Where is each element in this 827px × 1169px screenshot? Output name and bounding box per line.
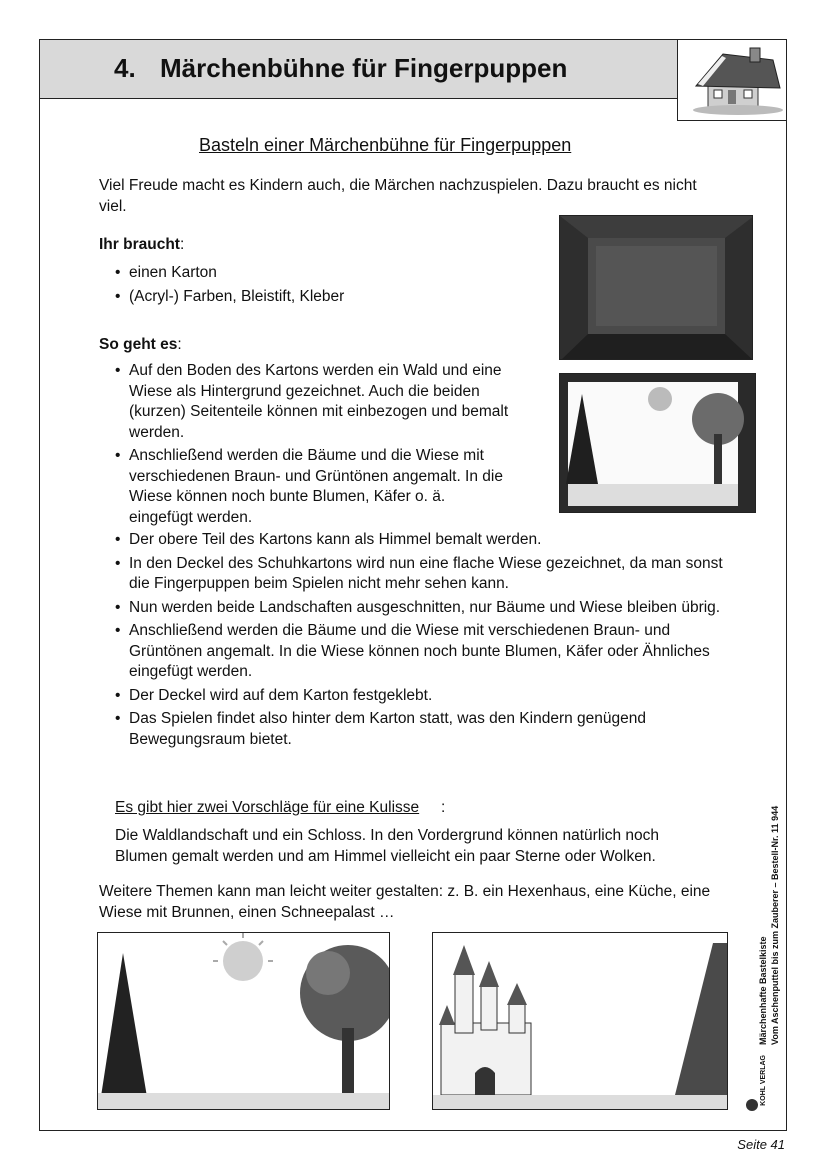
gingerbread-house-image — [677, 39, 787, 121]
steps-list-bottom — [115, 530, 735, 753]
proposals-heading: Es gibt hier zwei Vorschläge für eine Kulisse — [115, 799, 420, 816]
list-item: • Auf den Boden des Kartons werden ein Wald und eine Wiese als Hintergrund gezeichnet. Auch die beiden (kurzen) Seitenteile können mit einbezogen und bemalt werden. — [115, 361, 510, 443]
list-item: • Das Spielen findet also hinter dem Karton statt, was den Kindern genügend Bewegungsraum bietet. — [115, 709, 735, 750]
materials-list — [115, 263, 535, 310]
empty-box-image — [559, 215, 753, 360]
publisher-logo — [744, 1055, 780, 1115]
list-item: • Nun werden beide Landschaften ausgeschnitten, nur Bäume und Wiese bleiben übrig. — [115, 598, 735, 619]
castle-backdrop-image — [432, 932, 728, 1110]
chapter-title: 4. Märchenbühne für Fingerpuppen — [114, 53, 568, 83]
box-scenery-image — [559, 373, 756, 513]
sidebar-title: Märchenhafte Bastelkiste — [758, 936, 768, 1045]
page-number: Seite 41 — [737, 1137, 785, 1152]
materials-heading: Ihr braucht: — [99, 236, 185, 253]
steps-list-top — [115, 361, 510, 531]
list-item: • einen Karton — [115, 263, 535, 284]
publisher-name: KOHL VERLAG — [760, 1055, 767, 1106]
publisher-emblem-icon — [744, 1097, 760, 1113]
forest-backdrop-image — [97, 932, 390, 1110]
list-item: • Der Deckel wird auf dem Karton festgeklebt. — [115, 686, 735, 707]
list-item: • (Acryl-) Farben, Bleistift, Kleber — [115, 287, 535, 308]
list-item: • In den Deckel des Schuhkartons wird nun eine flache Wiese gezeichnet, da man sonst die Fingerpuppen beim Spielen nicht mehr sehen kann. — [115, 554, 735, 595]
section-subtitle: Basteln einer Märchenbühne für Fingerpuppen — [199, 135, 572, 155]
proposals-colon: : — [441, 799, 446, 816]
list-item: • Anschließend werden die Bäume und die Wiese mit verschiedenen Braun- und Grüntönen angemalt. In die Wiese können noch bunte Blumen, Käfer oder Ähnliches eingefügt werden. — [115, 621, 735, 683]
list-item: • Der obere Teil des Kartons kann als Himmel bemalt werden. — [115, 530, 735, 551]
proposals-text: Die Waldlandschaft und ein Schloss. In den Vordergrund können natürlich noch Blumen gemalt werden und am Himmel vielleicht ein paar Sterne oder Wolken. — [115, 827, 659, 865]
more-themes-text: Weitere Themen kann man leicht weiter gestalten: z. B. ein Hexenhaus, eine Küche, eine Wiese mit Brunnen, einen Schneepalast … — [99, 883, 711, 921]
chapter-header — [39, 39, 678, 99]
list-item: • Anschließend werden die Bäume und die Wiese mit verschiedenen Braun- und Grüntönen angemalt. In die Wiese können noch bunte Blumen, Käfer o. ä. eingefügt werden. — [115, 446, 510, 528]
sidebar-subtitle: Vom Aschenputtel bis zum Zauberer – Bestell-Nr. 11 944 — [770, 805, 780, 1045]
steps-heading: So geht es: — [99, 336, 182, 353]
intro-text: Viel Freude macht es Kindern auch, die Märchen nachzuspielen. Dazu braucht es nicht viel. — [99, 177, 697, 215]
